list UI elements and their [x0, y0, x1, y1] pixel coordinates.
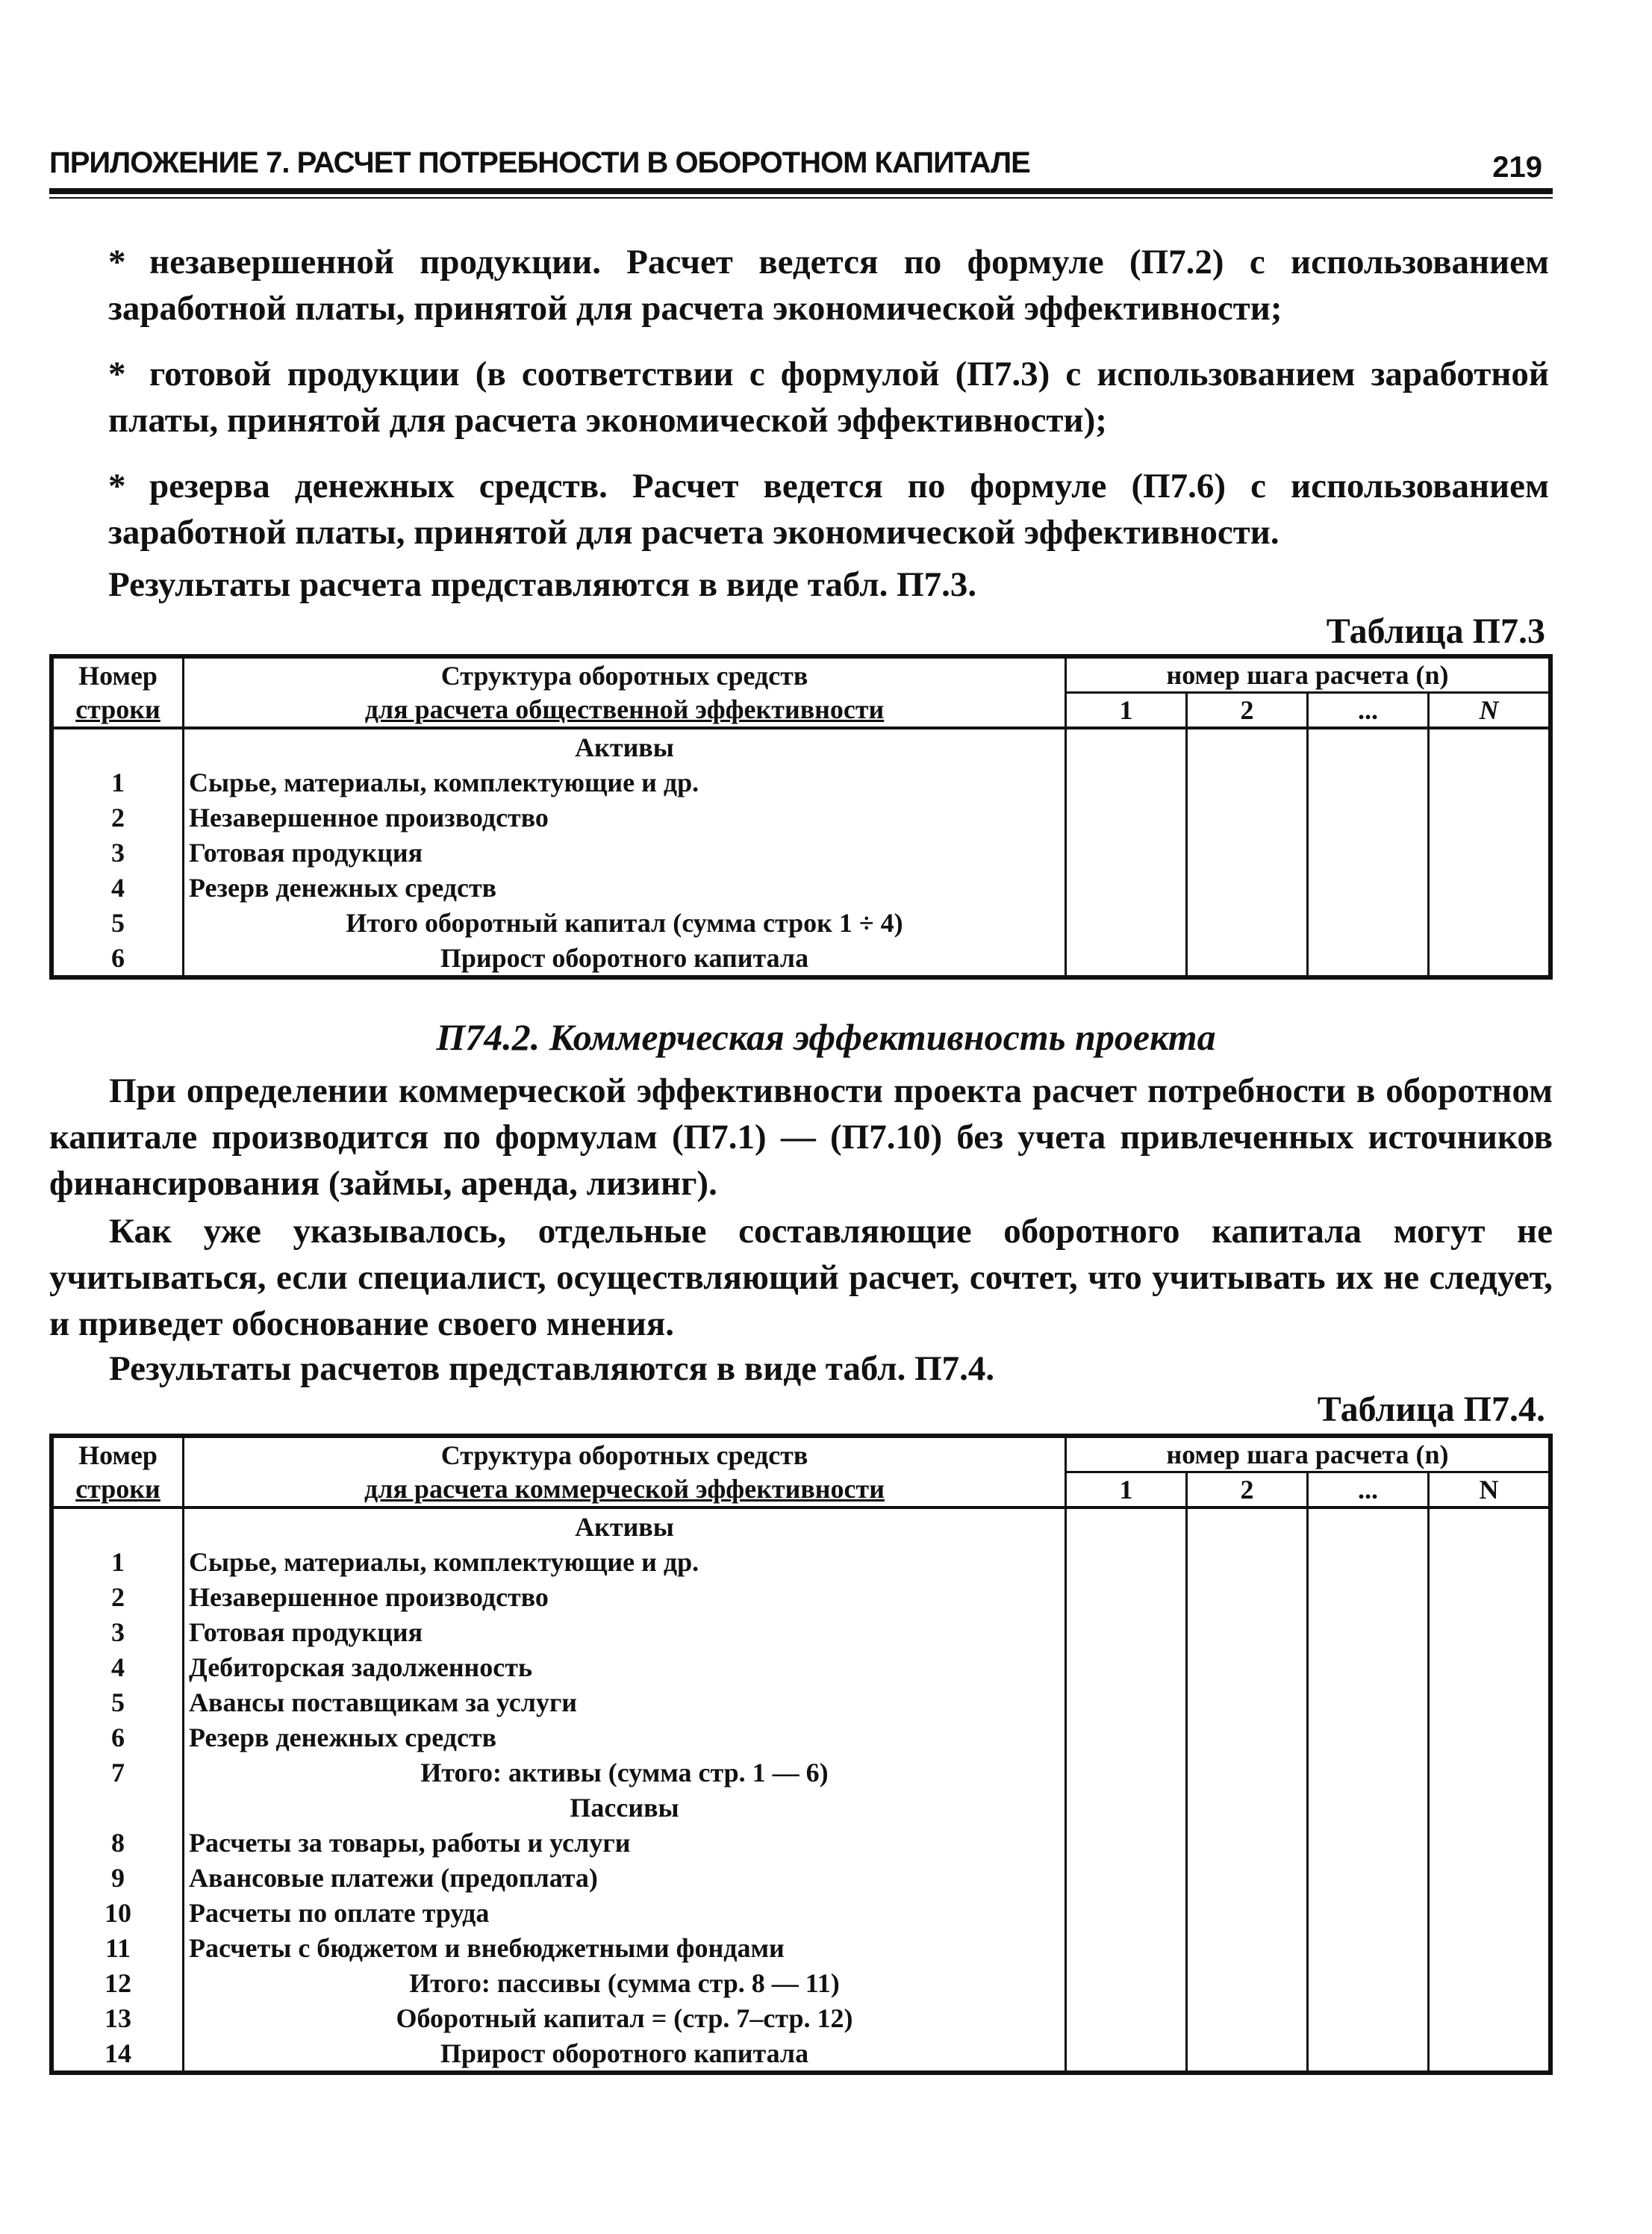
row-label: Готовая продукция	[184, 1614, 1066, 1649]
row-label: Авансы поставщикам за услуги	[184, 1684, 1066, 1720]
table-row	[52, 835, 1550, 870]
row-number: 6	[52, 940, 184, 977]
row-label: Прирост оборотного капитала	[184, 940, 1066, 977]
table-row	[52, 1895, 1550, 1930]
table-row	[52, 940, 1550, 977]
row-label: Незавершенное производство	[184, 1579, 1066, 1614]
table-row	[52, 1755, 1550, 1790]
table-row	[52, 800, 1550, 835]
table-row	[52, 1649, 1550, 1684]
steps-header: номер шага расчета (n)	[1066, 1436, 1551, 1472]
row-number: 8	[52, 1825, 184, 1860]
step-header: 1	[1066, 693, 1187, 729]
table-caption: Таблица П7.3	[1326, 612, 1545, 651]
row-label: Дебиторская задолженность	[184, 1649, 1066, 1684]
bullet-marker: *	[108, 467, 126, 505]
row-label: Незавершенное производство	[184, 800, 1066, 835]
section-label: Пассивы	[184, 1790, 1066, 1825]
chapter-title: ПРИЛОЖЕНИЕ 7. РАСЧЕТ ПОТРЕБНОСТИ В ОБОРОТНОМ КАПИТАЛЕ	[49, 146, 1030, 179]
table-row	[52, 1579, 1550, 1614]
row-number: 12	[52, 1965, 184, 2000]
table-row	[52, 765, 1550, 800]
column-header: строки	[52, 1472, 184, 1508]
row-label: Прирост оборотного капитала	[184, 2035, 1066, 2073]
section-label: Активы	[184, 1508, 1066, 1544]
bullet-text: незавершенной продукции. Расчет ведется по формуле (П7.2) с использованием заработной платы, принятой для расчета экономической эффективности;	[108, 243, 1549, 328]
table-row	[52, 1860, 1550, 1895]
column-header: строки	[52, 693, 184, 729]
column-header: для расчета общественной эффективности	[184, 693, 1066, 729]
table-row	[52, 2000, 1550, 2035]
row-number: 14	[52, 2035, 184, 2073]
step-header: 2	[1187, 1472, 1308, 1508]
table-row	[52, 1825, 1550, 1860]
row-label: Резерв денежных средств	[184, 870, 1066, 905]
table-row	[52, 870, 1550, 905]
step-header: ...	[1308, 1472, 1429, 1508]
row-number: 3	[52, 835, 184, 870]
row-number: 5	[52, 1684, 184, 1720]
table-p7-3	[49, 654, 1553, 980]
bullet-marker: *	[108, 355, 126, 393]
running-header	[49, 146, 1542, 190]
row-label: Итого оборотный капитал (сумма строк 1 ÷ 4)	[184, 905, 1066, 940]
bullet-item	[108, 351, 1549, 444]
row-label: Оборотный капитал = (стр. 7–стр. 12)	[184, 2000, 1066, 2035]
row-number: 6	[52, 1720, 184, 1755]
paragraph: Результаты расчетов представляются в виде табл. П7.4.	[109, 1349, 995, 1388]
section-label: Активы	[184, 728, 1066, 765]
column-header: Номер	[52, 1436, 184, 1472]
row-label: Сырье, материалы, комплектующие и др.	[184, 765, 1066, 800]
table-row	[52, 1720, 1550, 1755]
row-number: 2	[52, 800, 184, 835]
row-number: 9	[52, 1860, 184, 1895]
table-p7-4	[49, 1434, 1553, 2075]
column-header: Структура оборотных средств	[184, 656, 1066, 693]
section-subheading: П74.2. Коммерческая эффективность проекта	[436, 1016, 1216, 1058]
table-row	[52, 2035, 1550, 2073]
row-label: Расчеты за товары, работы и услуги	[184, 1825, 1066, 1860]
row-number: 3	[52, 1614, 184, 1649]
column-header: Структура оборотных средств	[184, 1436, 1066, 1472]
step-header: N	[1429, 1472, 1551, 1508]
row-number: 7	[52, 1755, 184, 1790]
row-number: 11	[52, 1930, 184, 1965]
column-header: Номер	[52, 656, 184, 693]
header-rule	[49, 188, 1553, 194]
table-row	[52, 1930, 1550, 1965]
row-label: Расчеты с бюджетом и внебюджетными фондами	[184, 1930, 1066, 1965]
row-label: Готовая продукция	[184, 835, 1066, 870]
row-label: Расчеты по оплате труда	[184, 1895, 1066, 1930]
table-row	[52, 1614, 1550, 1649]
table-caption: Таблица П7.4.	[1317, 1390, 1545, 1429]
results-line: Результаты расчета представляются в виде табл. П7.3.	[108, 565, 977, 604]
row-number: 4	[52, 1649, 184, 1684]
table-row	[52, 905, 1550, 940]
bullet-marker: *	[108, 243, 126, 281]
header-rule-thin	[49, 197, 1553, 199]
paragraph: Как уже указывалось, отдельные составляющие оборотного капитала могут не учитываться, если специалист, осуществляющий расчет, сочтет, что учитывать их не следует, и приведет обоснование своего мнения.	[49, 1212, 1553, 1343]
step-header: 1	[1066, 1472, 1187, 1508]
row-number: 10	[52, 1895, 184, 1930]
step-header: N	[1429, 693, 1551, 729]
bullet-item	[108, 239, 1549, 332]
row-label: Итого: пассивы (сумма стр. 8 — 11)	[184, 1965, 1066, 2000]
steps-header: номер шага расчета (n)	[1066, 656, 1551, 693]
step-header: ...	[1308, 693, 1429, 729]
page-number: 219	[1492, 151, 1542, 184]
table-row	[52, 1965, 1550, 2000]
row-number: 1	[52, 1544, 184, 1579]
row-number: 1	[52, 765, 184, 800]
row-number: 4	[52, 870, 184, 905]
step-header: 2	[1187, 693, 1308, 729]
table-row	[52, 1544, 1550, 1579]
bullet-text: резерва денежных средств. Расчет ведется по формуле (П7.6) с использованием заработной платы, принятой для расчета экономической эффективности.	[108, 467, 1549, 552]
paragraph: При определении коммерческой эффективности проекта расчет потребности в оборотном капитале производится по формулам (П7.1) — (П7.10) без учета привлеченных источников финансирования (займы, аренда, лизинг).	[49, 1071, 1553, 1203]
bullet-text: готовой продукции (в соответствии с формулой (П7.3) с использованием заработной платы, принятой для расчета экономической эффективности);	[108, 355, 1549, 440]
row-number: 5	[52, 905, 184, 940]
row-label: Авансовые платежи (предоплата)	[184, 1860, 1066, 1895]
row-number: 13	[52, 2000, 184, 2035]
row-label: Резерв денежных средств	[184, 1720, 1066, 1755]
column-header: для расчета коммерческой эффективности	[184, 1472, 1066, 1508]
bullet-item	[108, 463, 1549, 556]
row-label: Итого: активы (сумма стр. 1 — 6)	[184, 1755, 1066, 1790]
row-number: 2	[52, 1579, 184, 1614]
row-label: Сырье, материалы, комплектующие и др.	[184, 1544, 1066, 1579]
table-row	[52, 1684, 1550, 1720]
